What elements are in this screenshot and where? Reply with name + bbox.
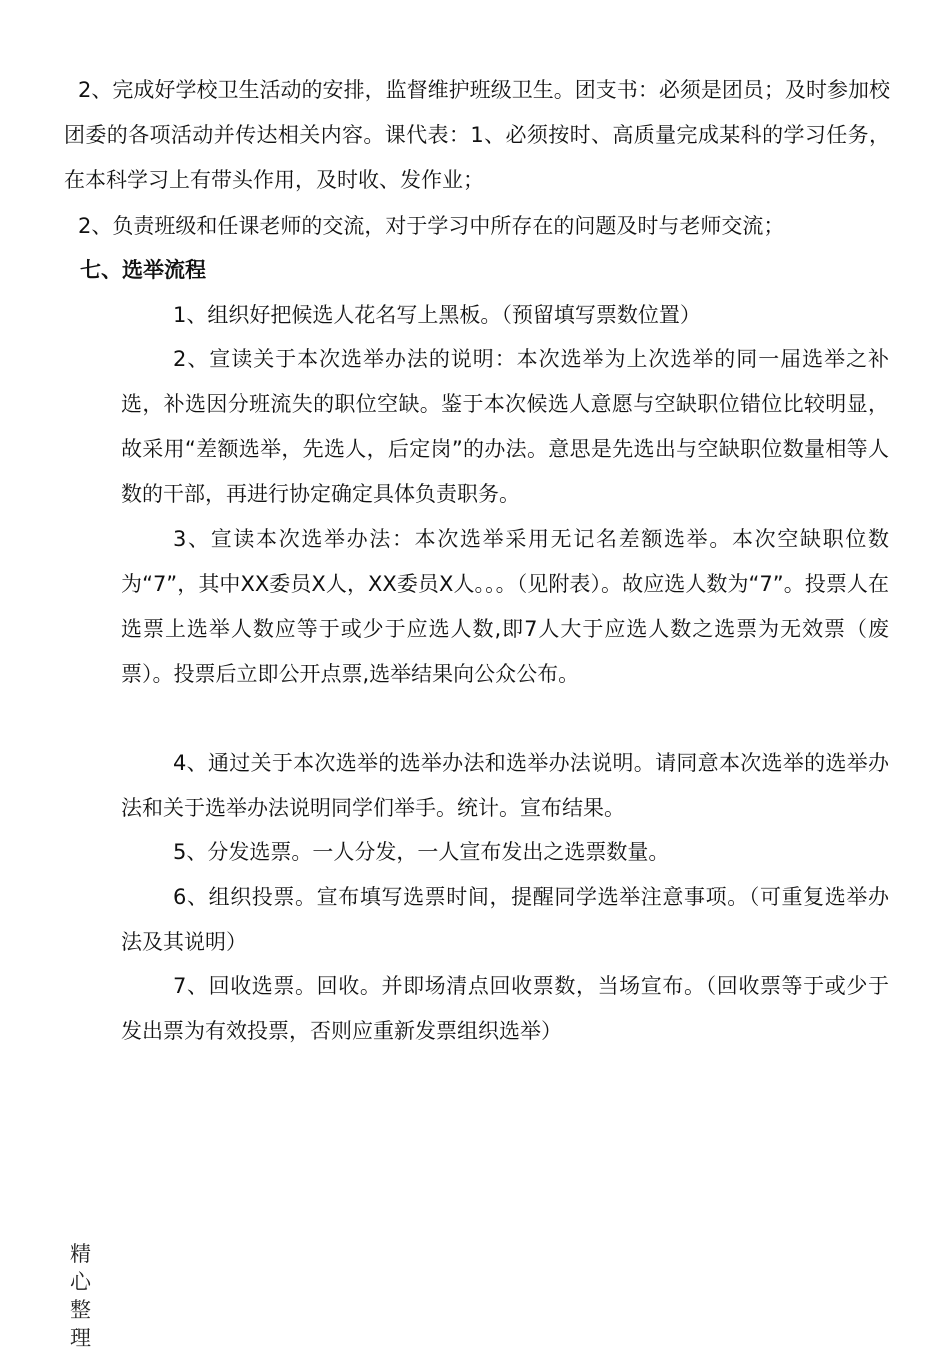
paragraph-duties-teacher-liaison: 2、负责班级和任课老师的交流，对于学习中所存在的问题及时与老师交流；	[78, 214, 785, 238]
election-step-3: 3、宣读本次选举办法：本次选举采用无记名差额选举。本次空缺职位数为“7”，其中XX委员X人，XX委员X人。。。（见附表）。故应选人数为“7”。投票人在选票上选举人数应等于或少于应选人数,即7人大于应选人数之选票为无效票（废票）。投票后立即公开点票,选举结果向公众公布。	[121, 527, 889, 686]
paragraph-duties-hygiene-league-representative: 2、完成好学校卫生活动的安排，监督维护班级卫生。团支书：必须是团员；及时参加校团委的各项活动并传达相关内容。课代表：1、必须按时、高质量完成某科的学习任务，在本科学习上有带头作用，及时收、发作业；	[64, 78, 890, 192]
election-step-7: 7、回收选票。回收。并即场清点回收票数，当场宣布。（回收票等于或少于发出票为有效投票，否则应重新发票组织选举）	[121, 974, 889, 1043]
election-step-5: 5、分发选票。一人分发，一人宣布发出之选票数量。	[173, 840, 670, 864]
election-step-2: 2、宣读关于本次选举办法的说明：本次选举为上次选举的同一届选举之补选，补选因分班流失的职位空缺。鉴于本次候选人意愿与空缺职位错位比较明显，故采用“差额选举，先选人，后定岗”的办法。意思是先选出与空缺职位数量相等人数的干部，再进行协定确定具体负责职务。	[121, 347, 889, 506]
election-step-4: 4、通过关于本次选举的选举办法和选举办法说明。请同意本次选举的选举办法和关于选举办法说明同学们举手。统计。宣布结果。	[121, 751, 889, 820]
election-step-1: 1、组织好把候选人花名写上黑板。（预留填写票数位置）	[173, 303, 701, 327]
section-heading-election-process: 七、选举流程	[80, 258, 206, 282]
election-step-6: 6、组织投票。宣布填写选票时间，提醒同学选举注意事项。（可重复选举办法及其说明）	[121, 885, 889, 954]
footer-watermark-text: 精心整理	[70, 1242, 91, 1350]
